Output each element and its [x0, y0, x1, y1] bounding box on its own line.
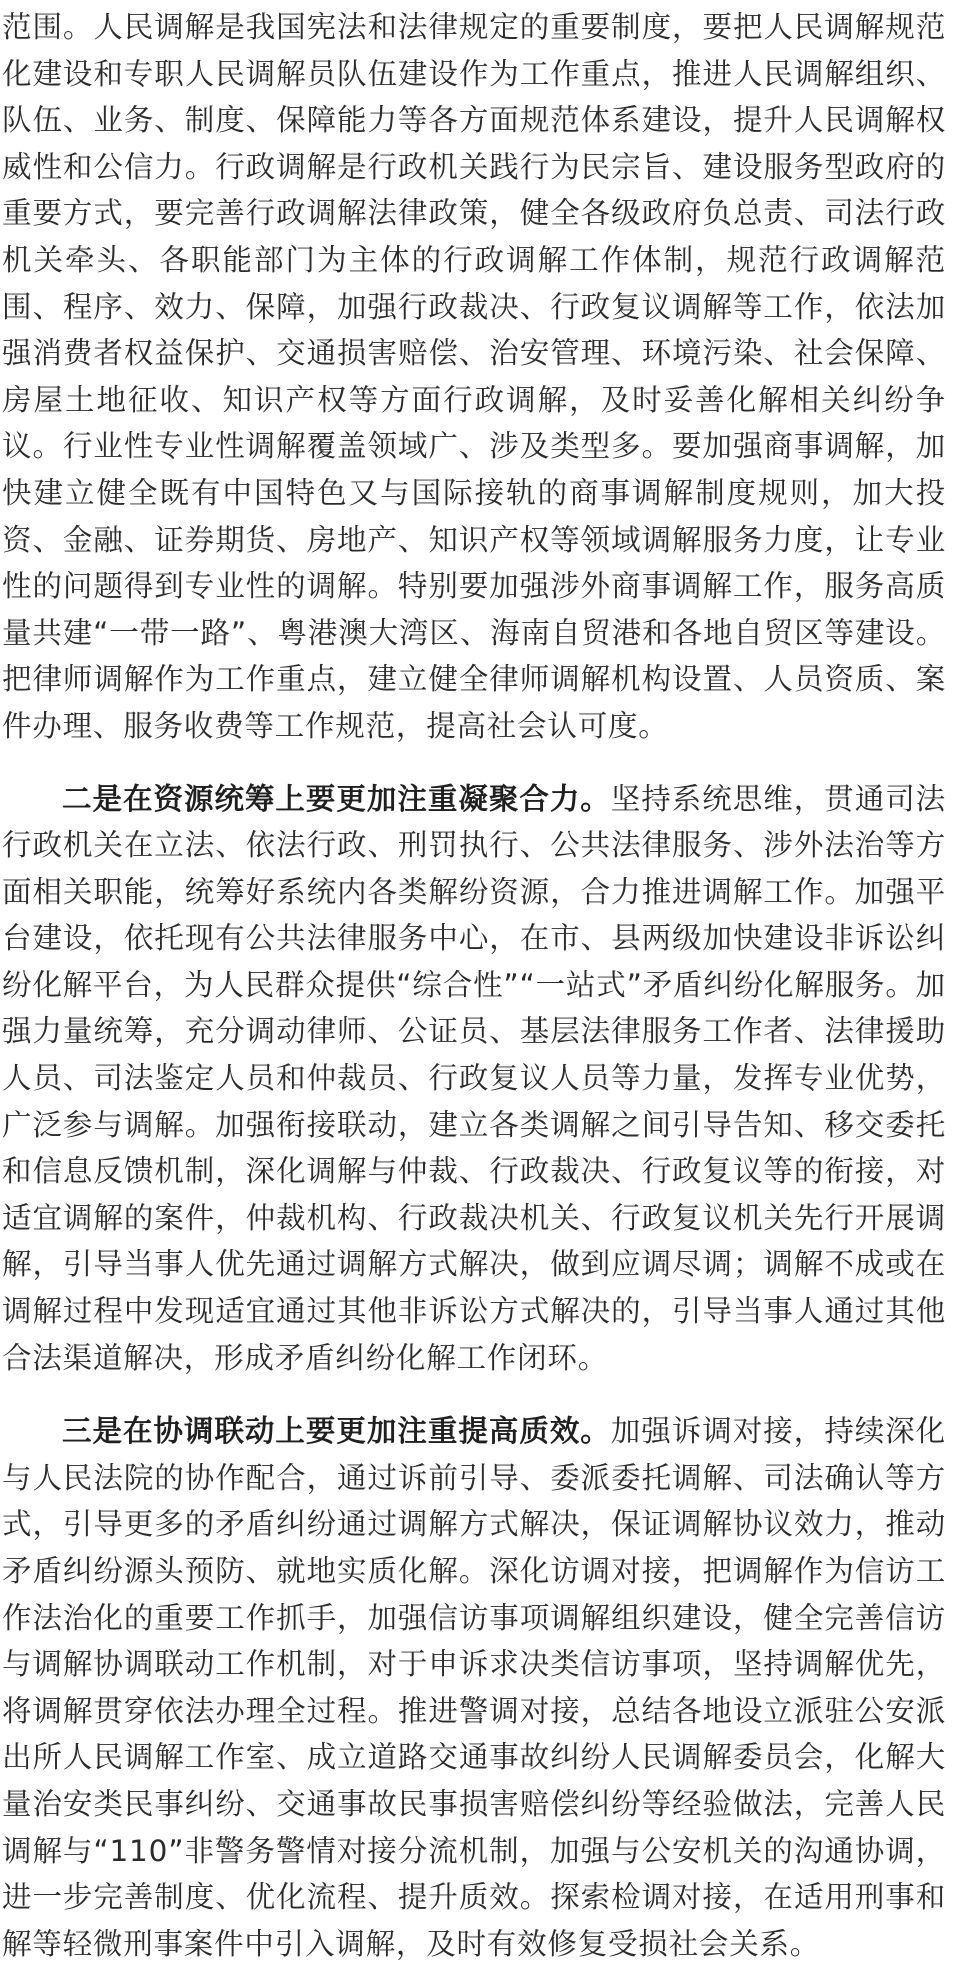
paragraph-resource-coordination: [2, 776, 946, 1382]
paragraph-text: 坚持系统思维，贯通司法行政机关在立法、依法行政、刑罚执行、公共法律服务、涉外法治等方面相关职能，统筹好系统内各类解纷资源，合力推进调解工作。加强平台建设，依托现有公共法律服务中心，在市、县两级加快建设非诉讼纠纷化解平台，为人民群众提供“综合性”“一站式”矛盾纠纷化解服务。加强力量统筹，充分调动律师、公证员、基层法律服务工作者、法律援助人员、司法鉴定人员和仲裁员、行政复议人员等力量，发挥专业优势，广泛参与调解。加强衔接联动，建立各类调解之间引导告知、移交委托和信息反馈机制，深化调解与仲裁、行政裁决、行政复议等的衔接，对适宜调解的案件，仲裁机构、行政裁决机关、行政复议机关先行开展调解，引导当事人优先通过调解方式解决，做到应调尽调；调解不成或在调解过程中发现适宜通过其他非诉讼方式解决的，引导当事人通过其他合法渠道解决，形成矛盾纠纷化解工作闭环。: [2, 781, 946, 1375]
paragraph-heading: 二是在资源统筹上要更加注重凝聚合力。: [62, 781, 611, 816]
paragraph-text: 范围。人民调解是我国宪法和法律规定的重要制度，要把人民调解规范化建设和专职人民调解员队伍建设作为工作重点，推进人民调解组织、队伍、业务、制度、保障能力等各方面规范体系建设，提升人民调解权威性和公信力。行政调解是行政机关践行为民宗旨、建设服务型政府的重要方式，要完善行政调解法律政策，健全各级政府负总责、司法行政机关牵头、各职能部门为主体的行政调解工作体制，规范行政调解范围、程序、效力、保障，加强行政裁决、行政复议调解等工作，依法加强消费者权益保护、交通损害赔偿、治安管理、环境污染、社会保障、房屋土地征收、知识产权等方面行政调解，及时妥善化解相关纠纷争议。行业性专业性调解覆盖领域广、涉及类型多。要加强商事调解，加快建立健全既有中国特色又与国际接轨的商事调解制度规则，加大投资、金融、证券期货、房地产、知识产权等领域调解服务力度，让专业性的问题得到专业性的调解。特别要加强涉外商事调解工作，服务高质量共建“一带一路”、粤港澳大湾区、海南自贸港和各地自贸区等建设。把律师调解作为工作重点，建立健全律师调解机构设置、人员资质、案件办理、服务收费等工作规范，提高社会认可度。: [2, 10, 946, 743]
paragraph-coordination-linkage: [2, 1408, 946, 1967]
paragraph-heading: 三是在协调联动上要更加注重提高质效。: [62, 1414, 611, 1449]
paragraph-text: 加强诉调对接，持续深化与人民法院的协作配合，通过诉前引导、委派委托调解、司法确认等方式，引导更多的矛盾纠纷通过调解方式解决，保证调解协议效力，推动矛盾纠纷源头预防、就地实质化解。深化访调对接，把调解作为信访工作法治化的重要工作抓手，加强信访事项调解组织建设，健全完善信访与调解协调联动工作机制，对于申诉求决类信访事项，坚持调解优先，将调解贯穿依法办理全过程。推进警调对接，总结各地设立派驻公安派出所人民调解工作室、成立道路交通事故纠纷人民调解委员会，化解大量治安类民事纠纷、交通事故民事损害赔偿纠纷等经验做法，完善人民调解与“110”非警务警情对接分流机制，加强与公安机关的沟通协调，进一步完善制度、优化流程、提升质效。探索检调对接，在适用刑事和解等轻微刑事案件中引入调解，及时有效修复受损社会关系。: [2, 1414, 946, 1961]
paragraph-continued: [2, 4, 946, 750]
